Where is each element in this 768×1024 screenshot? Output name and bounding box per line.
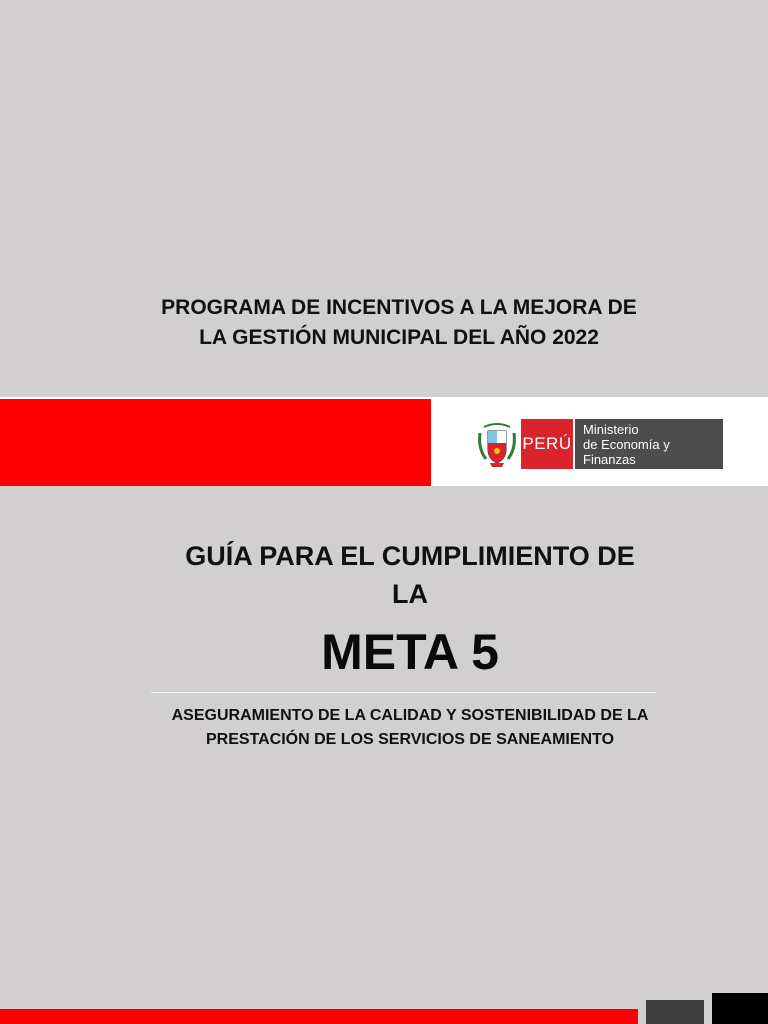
divider [151,692,656,693]
ministry-line-2: de Economía y Finanzas [583,436,670,467]
guide-title [60,537,760,613]
program-title [0,293,768,353]
ministry-label [573,419,723,469]
footer-black-block [712,993,768,1024]
guide-title-line-2: LA [392,579,428,609]
header-band [0,397,768,486]
red-band [0,399,431,486]
meta-title: META 5 [321,624,499,680]
meta-subtitle [60,704,760,752]
mef-logo [478,419,723,469]
peru-label: PERÚ [521,419,573,469]
footer-red-bar [0,1009,638,1024]
program-title-line-2: LA GESTIÓN MUNICIPAL DEL AÑO 2022 [199,326,599,349]
peru-coat-of-arms-icon [478,419,516,469]
meta-subtitle-line-2: PRESTACIÓN DE LOS SERVICIOS DE SANEAMIENTO [205,731,615,748]
meta-subtitle-line-1: ASEGURAMIENTO DE LA CALIDAD Y SOSTENIBILIDAD DE LA [171,707,649,724]
ministry-line-1: Ministerio [583,421,639,437]
program-title-line-1: PROGRAMA DE INCENTIVOS A LA MEJORA DE [161,296,637,319]
guide-title-line-1: GUÍA PARA EL CUMPLIMIENTO DE [185,541,635,571]
footer-gray-block [646,1000,704,1024]
